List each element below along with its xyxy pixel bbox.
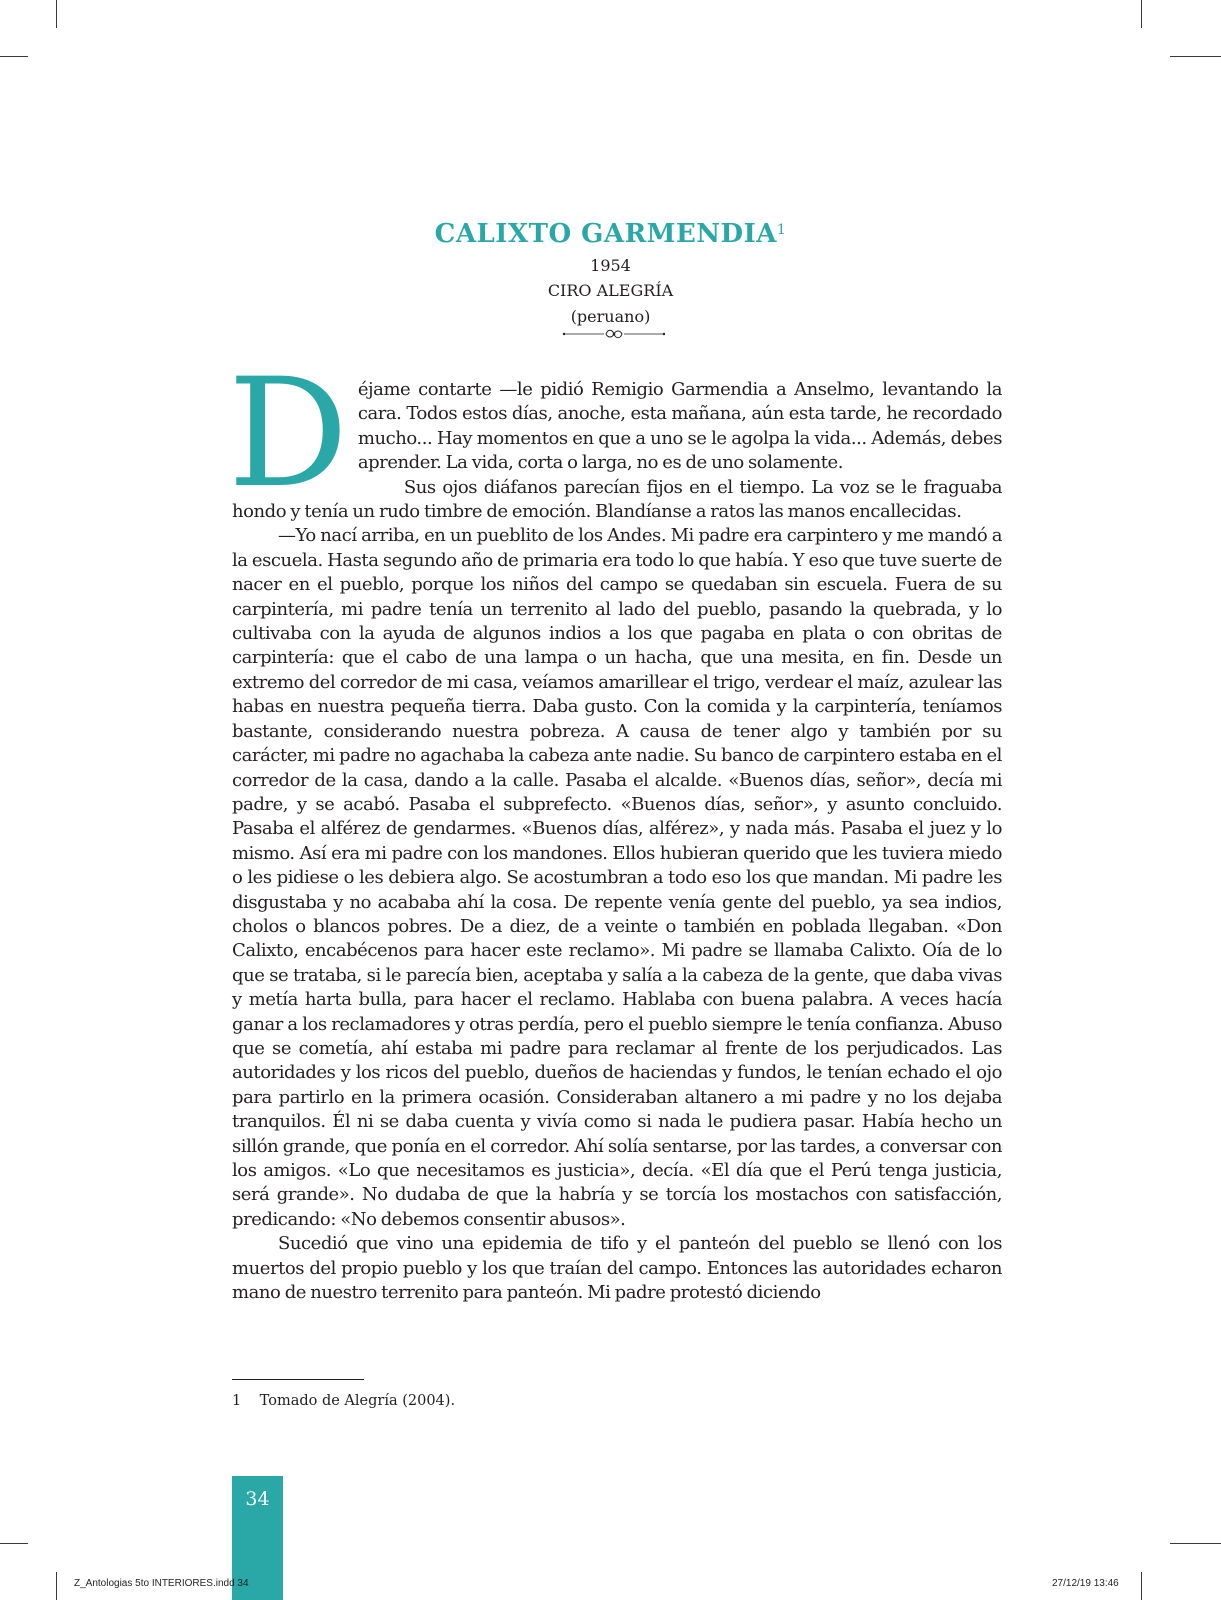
crop-mark-bottom-right <box>1141 1572 1142 1600</box>
story-year: 1954 <box>590 256 631 275</box>
crop-mark-top-right <box>1141 0 1142 28</box>
crop-mark-left-bottom <box>0 1543 28 1544</box>
page-number: 34 <box>245 1488 270 1510</box>
story-title <box>0 219 1221 249</box>
footnote-number: 1 <box>232 1393 242 1409</box>
story-title-text: CALIXTO GARMENDIA <box>434 219 777 249</box>
crop-mark-left-top <box>0 56 28 57</box>
paragraph-1: éjame contarte —le pidió Remigio Garmendia a Anselmo, levantando la cara. Todos estos días, anoche, esta mañana, aún esta tarde, he recordado mucho... Hay momentos en que a uno se le agolpa la vida... Además, debes aprender. La vida, corta o larga, no es de uno solamente. <box>357 379 1002 474</box>
crop-mark-top-left <box>56 0 57 28</box>
title-footnote-mark: 1 <box>776 222 787 239</box>
crop-mark-right-bottom <box>1170 1543 1221 1544</box>
footnote-rule <box>232 1379 364 1380</box>
author-nationality: (peruano) <box>570 307 651 326</box>
paragraph-2: Sus ojos diáfanos parecían fijos en el tiempo. La voz se le fraguaba hondo y tenía un rudo timbre de emoción. Blandíanse a ratos las manos encallecidas. <box>232 476 1002 523</box>
story-body <box>228 347 1002 1305</box>
paragraph-4: Sucedió que vino una epidemia de tifo y el panteón del pueblo se llenó con los muertos del propio pueblo y los que traían del campo. Entonces las autoridades echaron mano de nuestro terrenito para panteón. Mi padre protestó diciendo <box>232 1233 1002 1304</box>
ornament-divider-icon <box>562 327 666 341</box>
paragraph-3: —Yo nací arriba, en un pueblito de los Andes. Mi padre era carpintero y me mandó a la escuela. Hasta segundo año de primaria era todo lo que había. Y eso que tuve suerte de nacer en el pueblo, porque los niños del campo se quedaban sin escuela. Fuera de su carpintería, mi padre tenía un terrenito al lado del pueblo, pasando la quebrada, y lo cultivaba con la ayuda de algunos indios a los que pagaba en plata o con obritas de carpintería: que el cabo de una lampa o un hacha, que una mesita, en fin. Desde un extremo del corredor de mi casa, veíamos amarillear el trigo, verdear el maíz, azulear las habas en nuestra pequeña tierra. Daba gusto. Con la comida y la carpintería, teníamos bastante, considerando nuestra pobreza. A causa de tener algo y también por su carácter, mi padre no agachaba la cabeza ante nadie. Su banco de carpintero estaba en el corredor de la casa, dando a la calle. Pasaba el alcalde. «Buenos días, señor», decía mi padre, y se acabó. Pasaba el subprefecto. «Buenos días, señor», y asunto concluido. Pasaba el alférez de gendarmes. «Buenos días, alférez», y nada más. Pasaba el juez y lo mismo. Así era mi padre con los mandones. Ellos hubieran querido que les tuviera miedo o les pidiese o les debiera algo. Se acostumbran a todo eso los que mandan. Mi padre les disgustaba y no acababa ahí la cosa. De repente venía gente del pueblo, ya sea indios, cholos o blancos pobres. De a diez, de a veinte o también en poblada llegaban. «Don Calixto, encabécenos para hacer este reclamo». Mi padre se llamaba Calixto. Oía de lo que se trataba, si le parecía bien, aceptaba y salía a la cabeza de la gente, que daba vivas y metía harta bulla, para hacer el reclamo. Hablaba con buena palabra. A veces hacía ganar a los reclamadores y otras perdía, pero el pueblo siempre le tenía confianza. Abuso que se cometía, ahí estaba mi padre para reclamar al frente de los perjudicados. Las autoridades y los ricos del pueblo, dueños de haciendas y fundos, le tenían echado el ojo para partirlo en la primera ocasión. Consideraban altanero a mi padre y no los dejaba tranquilos. Él ni se daba cuenta y vivía como si nada le pudiera pasar. Había hecho un sillón grande, que ponía en el corredor. Ahí solía sentarse, por las tardes, a conversar con los amigos. «Lo que necesitamos es justicia», decía. «El día que el Perú tenga justicia, será grande». No dudaba de que la habría y se torcía los mostachos con satisfacción, predicando: «No debemos consentir abusos». <box>232 525 1002 1230</box>
slug-filename: Z_Antologias 5to INTERIORES.indd 34 <box>74 1578 249 1589</box>
crop-mark-bottom-left <box>56 1572 57 1600</box>
footnote-text: Tomado de Alegría (2004). <box>259 1393 456 1409</box>
slug-date: 27/12/19 13:46 <box>1052 1578 1119 1589</box>
drop-cap: D <box>228 347 348 521</box>
footnote <box>232 1393 455 1409</box>
story-author: CIRO ALEGRÍA <box>547 281 674 300</box>
crop-mark-right-top <box>1170 56 1221 57</box>
